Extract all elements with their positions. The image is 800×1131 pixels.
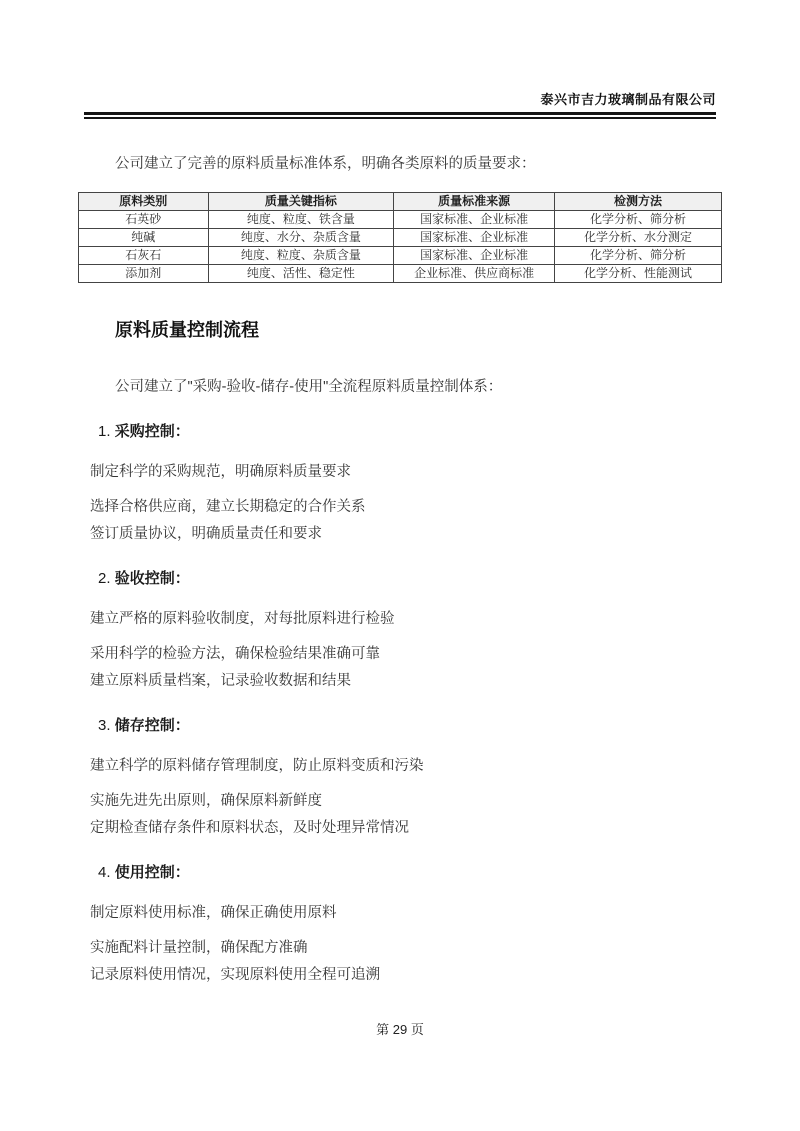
heading-number: 3. [98, 717, 111, 734]
numbered-section-1 [84, 421, 716, 544]
table-row [79, 265, 722, 283]
table-cell: 国家标准、企业标准 [394, 211, 555, 229]
table-cell: 国家标准、企业标准 [394, 247, 555, 265]
table-cell: 企业标准、供应商标准 [394, 265, 555, 283]
numbered-section-4 [84, 862, 716, 985]
body-line: 选择合格供应商，建立长期稳定的合作关系 [90, 499, 366, 515]
document-header [84, 92, 716, 119]
numbered-heading [98, 568, 716, 589]
table-header [79, 193, 722, 211]
table-cell: 化学分析、筛分析 [555, 211, 722, 229]
body-line: 建立科学的原料储存管理制度，防止原料变质和污染 [90, 758, 424, 774]
table-cell: 纯度、水分、杂质含量 [208, 229, 394, 247]
body-line: 实施先进先出原则，确保原料新鲜度 [90, 793, 322, 809]
table-body [79, 211, 722, 283]
numbered-heading [98, 862, 716, 883]
page-number: 第 29 页 [376, 1022, 424, 1037]
body-line: 定期检查储存条件和原料状态，及时处理异常情况 [90, 820, 409, 836]
table-cell: 化学分析、性能测试 [555, 265, 722, 283]
heading-title: 验收控制： [114, 570, 190, 587]
header-divider [84, 112, 716, 119]
table-row [79, 229, 722, 247]
table-cell: 纯度、活性、稳定性 [208, 265, 394, 283]
numbered-section-2 [84, 568, 716, 691]
column-header: 原料类别 [79, 193, 209, 211]
table-cell: 纯度、粒度、铁含量 [208, 211, 394, 229]
heading-number: 4. [98, 864, 111, 881]
table-header-row [79, 193, 722, 211]
table-row [79, 211, 722, 229]
heading-number: 2. [98, 570, 111, 587]
raw-material-standards-table [78, 192, 722, 283]
table-row [79, 247, 722, 265]
body-line: 记录原料使用情况，实现原料使用全程可追溯 [90, 967, 380, 983]
body-line: 签订质量协议，明确质量责任和要求 [90, 526, 322, 542]
table-cell: 添加剂 [79, 265, 209, 283]
column-header: 检测方法 [555, 193, 722, 211]
heading-title: 储存控制： [114, 717, 190, 734]
table-cell: 石英砂 [79, 211, 209, 229]
table-cell: 纯碱 [79, 229, 209, 247]
table-cell: 纯度、粒度、杂质含量 [208, 247, 394, 265]
body-line: 制定科学的采购规范，明确原料质量要求 [90, 464, 351, 480]
heading-title: 使用控制： [114, 864, 190, 881]
body-line: 建立原料质量档案，记录验收数据和结果 [90, 673, 351, 689]
section-heading: 原料质量控制流程 [115, 320, 259, 340]
column-header: 质量标准来源 [394, 193, 555, 211]
section-intro-paragraph: 公司建立了"采购-验收-储存-使用"全流程原料质量控制体系： [115, 379, 503, 395]
numbered-heading [98, 421, 716, 442]
column-header: 质量关键指标 [208, 193, 394, 211]
company-name: 泰兴市吉力玻璃制品有限公司 [540, 92, 716, 107]
table-cell: 国家标准、企业标准 [394, 229, 555, 247]
body-line: 建立严格的原料验收制度，对每批原料进行检验 [90, 611, 395, 627]
table-cell: 石灰石 [79, 247, 209, 265]
intro-paragraph: 公司建立了完善的原料质量标准体系，明确各类原料的质量要求： [115, 156, 536, 172]
body-line: 制定原料使用标准，确保正确使用原料 [90, 905, 337, 921]
numbered-heading [98, 715, 716, 736]
table-cell: 化学分析、水分测定 [555, 229, 722, 247]
heading-number: 1. [98, 423, 111, 440]
numbered-section-3 [84, 715, 716, 838]
table-cell: 化学分析、筛分析 [555, 247, 722, 265]
body-line: 采用科学的检验方法，确保检验结果准确可靠 [90, 646, 380, 662]
heading-title: 采购控制： [114, 423, 190, 440]
body-line: 实施配料计量控制，确保配方准确 [90, 940, 308, 956]
